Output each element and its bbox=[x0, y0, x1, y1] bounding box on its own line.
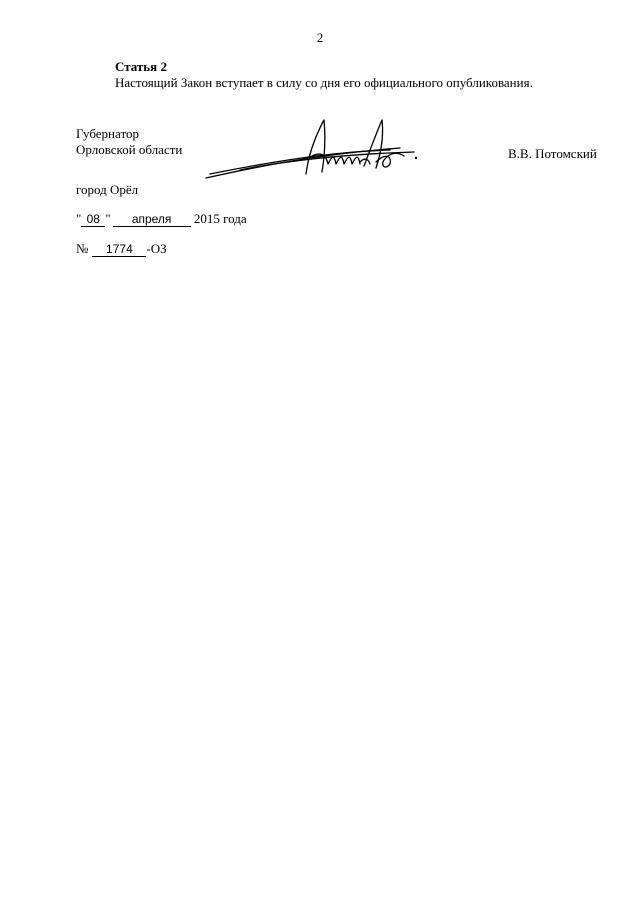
city: город Орёл bbox=[76, 182, 139, 197]
signer-position-line-1: Губернатор bbox=[76, 126, 139, 141]
date-day: 08 bbox=[81, 213, 105, 227]
signer-position bbox=[76, 126, 182, 158]
article-text: Настоящий Закон вступает в силу со дня его официального опубликования. bbox=[115, 75, 533, 90]
handwritten-signature bbox=[200, 112, 430, 184]
law-number-suffix: -ОЗ bbox=[146, 241, 167, 256]
date-open-quote: " bbox=[76, 211, 82, 226]
date-year: 2015 года bbox=[193, 211, 247, 226]
signer-position-line-2: Орловской области bbox=[76, 142, 183, 157]
date-close-quote: " bbox=[105, 211, 111, 226]
page-number: 2 bbox=[316, 30, 324, 45]
law-number: 1774 bbox=[92, 243, 146, 257]
signer-name: В.В. Потомский bbox=[508, 146, 597, 161]
date-line bbox=[76, 211, 247, 227]
article-title: Статья 2 bbox=[115, 59, 167, 74]
law-number-line bbox=[76, 241, 167, 257]
number-sign: № bbox=[76, 241, 89, 256]
date-month: апреля bbox=[113, 213, 191, 227]
